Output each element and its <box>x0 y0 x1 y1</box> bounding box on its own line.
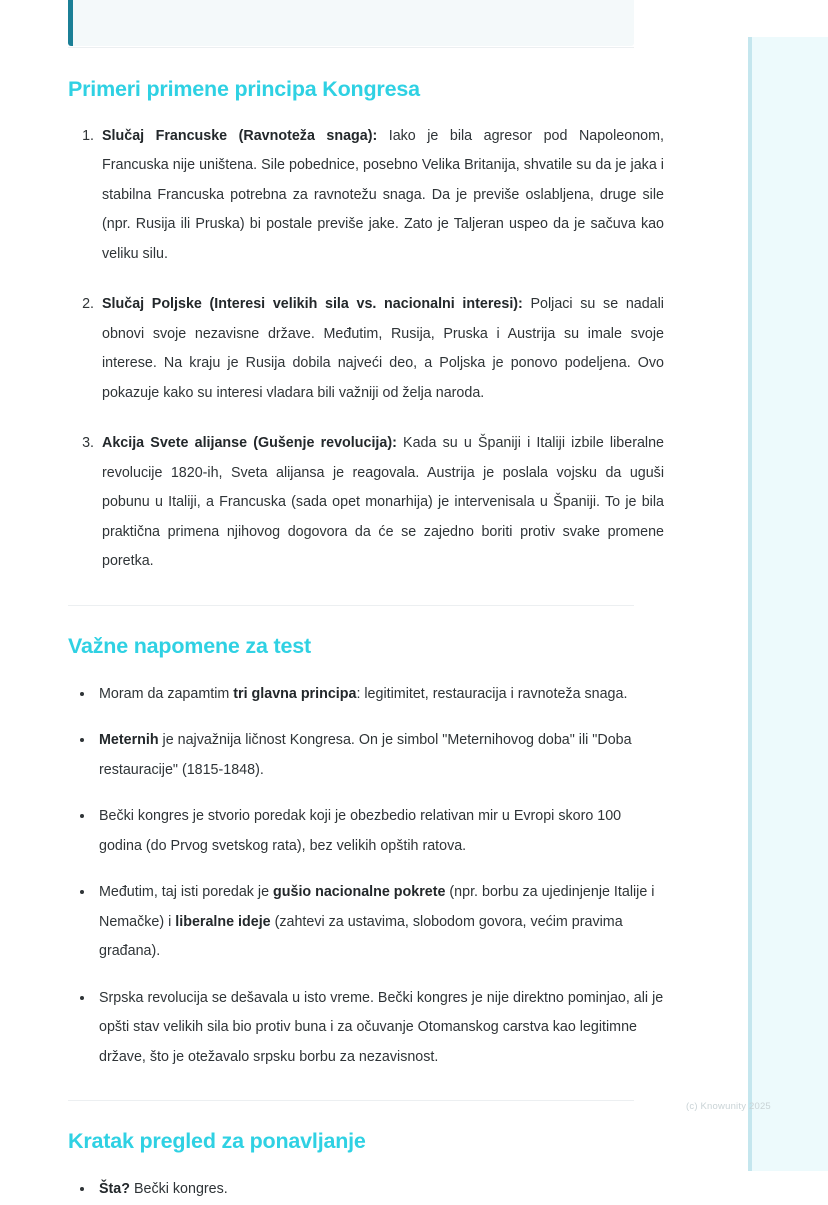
section-title-test-notes: Važne napomene za test <box>68 633 311 658</box>
text-pre: Srpska revolucija se dešavala u isto vreme. Bečki kongres je nije direktno pominjao, ali je opšti stav velikih sila bio protiv buna i za očuvanje Otomanskog carstva kao legitimne države, što je otežavalo srpsku borbu za nezavisnost. <box>99 989 664 1065</box>
text-bold-1: gušio nacionalne pokrete <box>273 884 446 901</box>
text-pre: Bečki kongres je stvorio poredak koji je obezbedio relativan mir u Evropi skoro 100 godina (do Prvog svetskog rata), bez velikih opštih ratova. <box>99 808 622 854</box>
list-item-lead: Slučaj Poljske (Interesi velikih sila vs. nacionalni interesi): <box>102 296 523 313</box>
list-item <box>95 679 664 710</box>
list-item <box>98 429 664 577</box>
text-mid: je najvažnija ličnost Kongresa. On je simbol "Meternihovog doba" ili "Doba restauracije" (1815-1848). <box>99 732 632 778</box>
text-bold-2: liberalne ideje <box>175 913 271 930</box>
text-mid: (npr. borbu za ujedinjenje Italije i Nemačke) i <box>99 884 655 930</box>
list-item <box>98 290 664 408</box>
text-pre: Međutim, taj isti poredak je <box>99 884 274 901</box>
section-title-quick-review: Kratak pregled za ponavljanje <box>68 1129 366 1154</box>
list-item <box>95 1174 664 1205</box>
text-pre: Moram da zapamtim <box>99 685 234 702</box>
text-mid: : legitimitet, restauracija i ravnoteža snaga. <box>356 685 628 702</box>
list-item <box>98 122 664 270</box>
list-item-body: Iako je bila agresor pod Napoleonom, Francuska nije uništena. Sile pobednice, posebno Velika Britanija, shvatile su da je jaka i stabilna Francuska potrebna za ravnotežu snaga. Da je previše oslabljena, druge sile (npr. Rusija ili Pruska) bi postale previše jake. Zato je Taljeran uspeo da je sačuva kao veliku silu. <box>102 127 664 262</box>
test-notes-list <box>68 679 664 1073</box>
section-title-examples: Primeri primene principa Kongresa <box>68 77 420 101</box>
callout-clip <box>68 0 706 47</box>
text-post: (zahtevi za ustavima, slobodom govora, većim pravima građana). <box>99 913 623 960</box>
text-bold-1: Meternih <box>99 732 159 749</box>
copyright-watermark: (c) Knowunity 2025 <box>686 1101 771 1112</box>
list-item-lead: Akcija Svete alijanse (Gušenje revolucija): <box>102 435 397 452</box>
info-callout-box <box>68 0 634 46</box>
list-item <box>95 983 664 1073</box>
quick-review-list <box>68 1174 664 1205</box>
list-item-body: Poljaci su se nadali obnovi svoje nezavisne države. Međutim, Rusija, Pruska i Austrija su imale svoje interese. Na kraju je Rusija dobila najveći deo, a Poljska je ponovo podeljena. Ovo pokazuje kako su interesi vladara bili važniji od želja naroda. <box>102 296 664 401</box>
list-item-lead: Slučaj Francuske (Ravnoteža snaga): <box>102 127 378 144</box>
list-item <box>95 725 664 785</box>
numbered-examples-list <box>68 122 664 577</box>
list-item-body: Kada su u Španiji i Italiji izbile liberalne revolucije 1820-ih, Sveta alijansa je reagovala. Austrija je poslala vojsku da uguši pobunu u Italiji, a Francuska (sada opet monarhija) je intervenisala u Španiji. To je bila praktična primena njihovog dogovora da će se zajedno boriti protiv svake promene poretka. <box>102 435 664 570</box>
list-item <box>95 801 664 861</box>
text-bold-1: Šta? <box>99 1181 130 1198</box>
text-mid: Bečki kongres. <box>129 1181 228 1198</box>
right-side-rail <box>748 37 828 1171</box>
text-bold-1: tri glavna principa <box>233 685 357 702</box>
list-item <box>95 877 664 967</box>
